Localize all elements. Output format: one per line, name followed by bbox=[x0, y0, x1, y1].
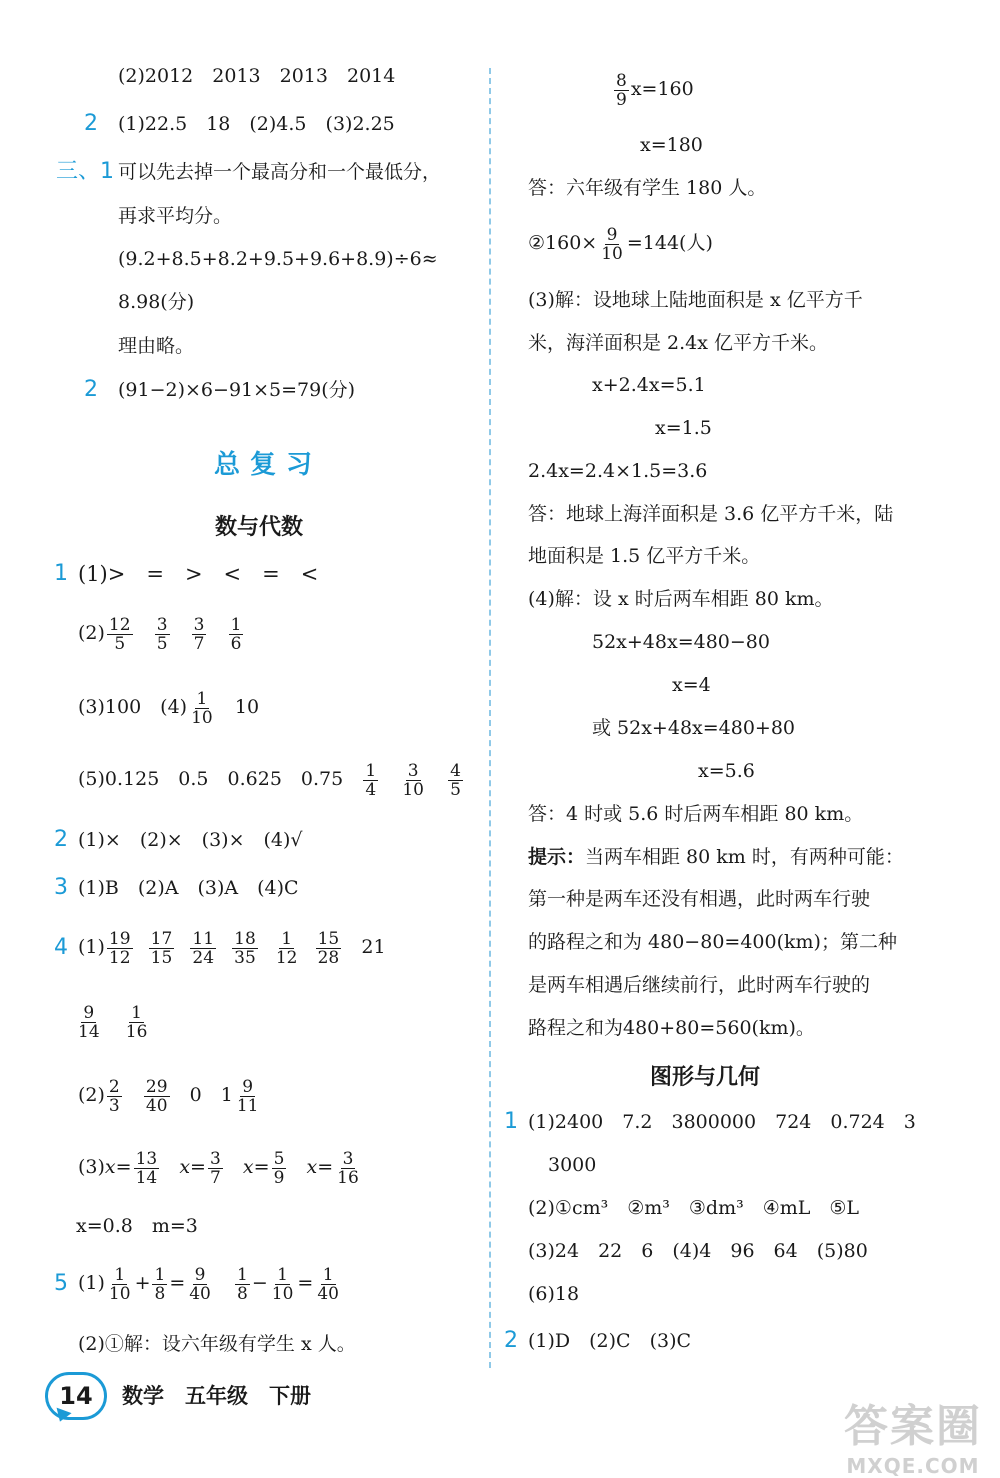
numerator: 11 bbox=[192, 928, 215, 949]
label: 0 1 bbox=[189, 1084, 233, 1106]
numerator: 1 bbox=[281, 928, 293, 949]
fraction bbox=[232, 930, 258, 967]
answer-line: (1)2400 7.2 3800000 724 0.724 3 bbox=[528, 1111, 916, 1133]
answer-line: 再求平均分。 bbox=[118, 205, 233, 227]
numerator: 1 bbox=[322, 1264, 334, 1285]
answer-line: (2)①cm³ ②m³ ③dm³ ④mL ⑤L bbox=[528, 1197, 860, 1219]
numerator: 4 bbox=[450, 760, 461, 781]
numerator: 5 bbox=[273, 1148, 285, 1169]
denominator: 5 bbox=[156, 633, 168, 654]
answer-line: (1)22.5 18 (2)4.5 (3)2.25 bbox=[118, 113, 395, 135]
fraction bbox=[363, 762, 378, 799]
fraction bbox=[155, 616, 170, 653]
fraction bbox=[335, 1150, 361, 1187]
answer-line bbox=[528, 218, 713, 268]
numerator: 3 bbox=[156, 614, 168, 635]
denominator: 11 bbox=[236, 1095, 259, 1116]
numerator: 9 bbox=[194, 1264, 206, 1285]
fraction bbox=[187, 1266, 213, 1303]
fraction bbox=[190, 930, 216, 967]
answer-line: 答：4 时或 5.6 时后两车相距 80 km。 bbox=[528, 803, 864, 825]
answer-line: (6)18 bbox=[528, 1283, 580, 1305]
numerator: 1 bbox=[196, 688, 208, 709]
answer-line bbox=[612, 64, 694, 114]
numerator: 15 bbox=[317, 928, 340, 949]
fraction bbox=[614, 72, 629, 109]
question-number: 2 bbox=[54, 827, 68, 852]
answer-line: (9.2+8.5+8.2+9.5+9.6+8.9)÷6≈ bbox=[118, 248, 438, 270]
denominator: 4 bbox=[365, 779, 377, 800]
denominator: 12 bbox=[108, 947, 131, 968]
denominator: 24 bbox=[192, 947, 215, 968]
denominator: 10 bbox=[402, 779, 424, 800]
numerator: 17 bbox=[150, 928, 173, 949]
fraction bbox=[208, 1150, 223, 1187]
numerator: 3 bbox=[209, 1148, 221, 1169]
denominator: 5 bbox=[114, 633, 126, 654]
answer-line: (3)x= $\frac{13}{14}$ x= $\frac{3}{7}$ x= $\frac{5}{9}$ x= $\frac{3}{16}$ bbox=[78, 1148, 359, 1188]
denominator: 40 bbox=[145, 1095, 168, 1116]
denominator: 40 bbox=[317, 1283, 339, 1304]
denominator: 28 bbox=[317, 947, 340, 968]
fraction bbox=[134, 1150, 160, 1187]
answer-line: 8.98(分) bbox=[118, 291, 195, 313]
hint-text: 当两车相距 80 km 时，有两种可能： bbox=[585, 846, 904, 868]
numerator: 9 bbox=[242, 1076, 254, 1097]
answer-line: 可以先去掉一个最高分和一个最低分， bbox=[118, 161, 442, 183]
answer-line bbox=[74, 996, 151, 1046]
answer-line: (1)> = > < = < bbox=[78, 562, 319, 586]
numerator: 1 bbox=[230, 614, 242, 635]
label: (2) bbox=[78, 1084, 105, 1106]
answer-line: 52x+48x=480−80 bbox=[592, 631, 770, 653]
fraction bbox=[400, 762, 426, 799]
question-number: 2 bbox=[504, 1328, 518, 1353]
numerator: 2 bbox=[108, 1076, 120, 1097]
denominator: 40 bbox=[189, 1283, 211, 1304]
section-title: 总复习 bbox=[214, 450, 323, 480]
answer-line: x=180 bbox=[640, 134, 703, 156]
denominator: 12 bbox=[275, 947, 298, 968]
answer-line: (2)2012 2013 2013 2014 bbox=[118, 65, 396, 87]
answer-line: 答：六年级有学生 180 人。 bbox=[528, 177, 767, 199]
fraction bbox=[149, 930, 175, 967]
label: (5)0.125 0.5 0.625 0.75 bbox=[78, 768, 344, 790]
label: 10 bbox=[234, 696, 260, 718]
numerator: 1 bbox=[131, 1002, 142, 1023]
fraction bbox=[235, 1078, 261, 1115]
fraction bbox=[107, 1266, 133, 1303]
hint-line bbox=[528, 845, 904, 869]
fraction bbox=[274, 930, 300, 967]
answer-line bbox=[78, 608, 245, 658]
denominator: 16 bbox=[337, 1167, 359, 1188]
numerator: 8 bbox=[616, 70, 627, 91]
numerator: 1 bbox=[277, 1264, 288, 1285]
question-number: 5 bbox=[54, 1271, 68, 1296]
question-number: 1 bbox=[504, 1109, 518, 1134]
hint-line: 路程之和为480+80=560(km)。 bbox=[528, 1017, 815, 1039]
numerator: 13 bbox=[135, 1148, 158, 1169]
denominator: 8 bbox=[237, 1283, 248, 1304]
denominator: 14 bbox=[78, 1021, 100, 1042]
fraction bbox=[270, 1266, 296, 1303]
subsection-title: 图形与几何 bbox=[650, 1065, 761, 1090]
label: x=160 bbox=[630, 78, 694, 100]
fraction bbox=[144, 1078, 170, 1115]
denominator: 10 bbox=[601, 243, 623, 264]
fraction bbox=[272, 1150, 287, 1187]
denominator: 10 bbox=[271, 1283, 294, 1304]
watermark bbox=[844, 1390, 982, 1478]
section-number: 三、1 bbox=[56, 159, 114, 184]
question-number: 3 bbox=[54, 875, 68, 900]
label: (1) bbox=[78, 1272, 105, 1294]
fraction bbox=[229, 616, 244, 653]
denominator: 7 bbox=[209, 1167, 221, 1188]
denominator: 5 bbox=[450, 779, 461, 800]
fraction bbox=[107, 616, 133, 653]
label: (2) bbox=[78, 622, 105, 644]
question-number: 4 bbox=[54, 935, 68, 960]
answer-line: (1)D (2)C (3)C bbox=[528, 1330, 692, 1352]
fraction bbox=[152, 1266, 167, 1303]
denominator: 10 bbox=[191, 707, 213, 728]
denominator: 14 bbox=[135, 1167, 158, 1188]
answer-line: (1)B (2)A (3)A (4)C bbox=[78, 877, 299, 899]
denominator: 6 bbox=[230, 633, 242, 654]
column-divider bbox=[489, 68, 491, 1368]
answer-line: (2)①解：设六年级有学生 x 人。 bbox=[78, 1333, 356, 1355]
answer-line: (3)24 22 6 (4)4 96 64 (5)80 bbox=[528, 1240, 868, 1262]
answer-line: 答：地球上海洋面积是 3.6 亿平方千米，陆 bbox=[528, 503, 894, 525]
answer-line: x=0.8 m=3 bbox=[76, 1215, 198, 1237]
hint-line: 的路程之和为 480−80=400(km)；第二种 bbox=[528, 931, 897, 953]
numerator: 19 bbox=[108, 928, 131, 949]
answer-line: x=1.5 bbox=[655, 417, 712, 439]
numerator: 3 bbox=[193, 614, 205, 635]
answer-line bbox=[78, 682, 259, 732]
answer-line: 2.4x=2.4×1.5=3.6 bbox=[528, 460, 708, 482]
denominator: 15 bbox=[150, 947, 173, 968]
label: 21 bbox=[361, 936, 386, 958]
denominator: 8 bbox=[154, 1283, 166, 1304]
label: ②160× bbox=[528, 232, 598, 254]
numerator: 1 bbox=[114, 1264, 126, 1285]
watermark-logo: 答案圈 bbox=[844, 1401, 982, 1452]
numerator: 3 bbox=[407, 760, 419, 781]
answer-line: (3)解：设地球上陆地面积是 x 亿平方千 bbox=[528, 289, 863, 311]
hint-line: 是两车相遇后继续前行，此时两车行驶的 bbox=[528, 974, 871, 996]
answer-line bbox=[78, 1070, 262, 1120]
denominator: 16 bbox=[125, 1021, 148, 1042]
question-number: 2 bbox=[84, 111, 98, 136]
answer-line: x+2.4x=5.1 bbox=[592, 374, 706, 396]
fraction bbox=[315, 1266, 341, 1303]
hint-line: 第一种是两车还没有相遇，此时两车行驶 bbox=[528, 888, 871, 910]
numerator: 1 bbox=[237, 1264, 248, 1285]
fraction bbox=[235, 1266, 250, 1303]
subsection-title: 数与代数 bbox=[215, 515, 304, 540]
label: (3)100 (4) bbox=[78, 696, 188, 718]
answer-line: x=4 bbox=[672, 674, 711, 696]
denominator: 9 bbox=[273, 1167, 285, 1188]
fraction bbox=[599, 226, 625, 263]
fraction bbox=[316, 930, 342, 967]
denominator: 3 bbox=[108, 1095, 120, 1116]
numerator: 1 bbox=[365, 760, 377, 781]
answer-line: x=5.6 bbox=[698, 760, 755, 782]
denominator: 9 bbox=[616, 89, 627, 110]
denominator: 7 bbox=[193, 633, 205, 654]
numerator: 1 bbox=[154, 1264, 166, 1285]
fraction bbox=[192, 616, 207, 653]
book-title: 数学 五年级 下册 bbox=[122, 1384, 311, 1408]
label: (1) bbox=[78, 936, 105, 958]
numerator: 29 bbox=[145, 1076, 168, 1097]
label: (3) bbox=[78, 1156, 105, 1178]
answer-line: (1)× (2)× (3)× (4)√ bbox=[78, 829, 303, 851]
answer-line: (91−2)×6−91×5=79(分) bbox=[118, 379, 356, 401]
numerator: 9 bbox=[83, 1002, 95, 1023]
numerator: 3 bbox=[342, 1148, 354, 1169]
label: =144(人) bbox=[626, 232, 713, 254]
hint-label: 提示： bbox=[528, 846, 586, 868]
watermark-url: MXQE.COM bbox=[846, 1454, 980, 1478]
answer-line: (4)解：设 x 时后两车相距 80 km。 bbox=[528, 588, 834, 610]
answer-line: 理由略。 bbox=[118, 335, 195, 357]
denominator: 35 bbox=[234, 947, 256, 968]
fraction bbox=[189, 690, 215, 727]
fraction bbox=[107, 1078, 122, 1115]
answer-line bbox=[78, 922, 386, 972]
answer-line: 3000 bbox=[548, 1154, 597, 1176]
answer-line: 地面积是 1.5 亿平方千米。 bbox=[528, 545, 761, 567]
fraction bbox=[107, 930, 133, 967]
answer-line: 或 52x+48x=480+80 bbox=[592, 717, 796, 739]
numerator: 12 bbox=[108, 614, 131, 635]
fraction bbox=[448, 762, 463, 799]
denominator: 10 bbox=[108, 1283, 131, 1304]
answer-line: (1) $\frac{1}{10}$ + $\frac{1}{8}$ = $\frac{9}{40}$ $\frac{1}{8}$ − $\frac{1}{10}$ = $\frac{1}{40}$ bbox=[78, 1264, 339, 1304]
numerator: 9 bbox=[606, 224, 618, 245]
numerator: 18 bbox=[234, 928, 256, 949]
fraction bbox=[76, 1004, 102, 1041]
question-number: 2 bbox=[84, 377, 98, 402]
page-number-badge: 14 bbox=[45, 1372, 107, 1420]
answer-line: 米，海洋面积是 2.4x 亿平方千米。 bbox=[528, 332, 829, 354]
answer-line bbox=[78, 754, 465, 804]
fraction bbox=[124, 1004, 150, 1041]
question-number: 1 bbox=[54, 561, 68, 586]
